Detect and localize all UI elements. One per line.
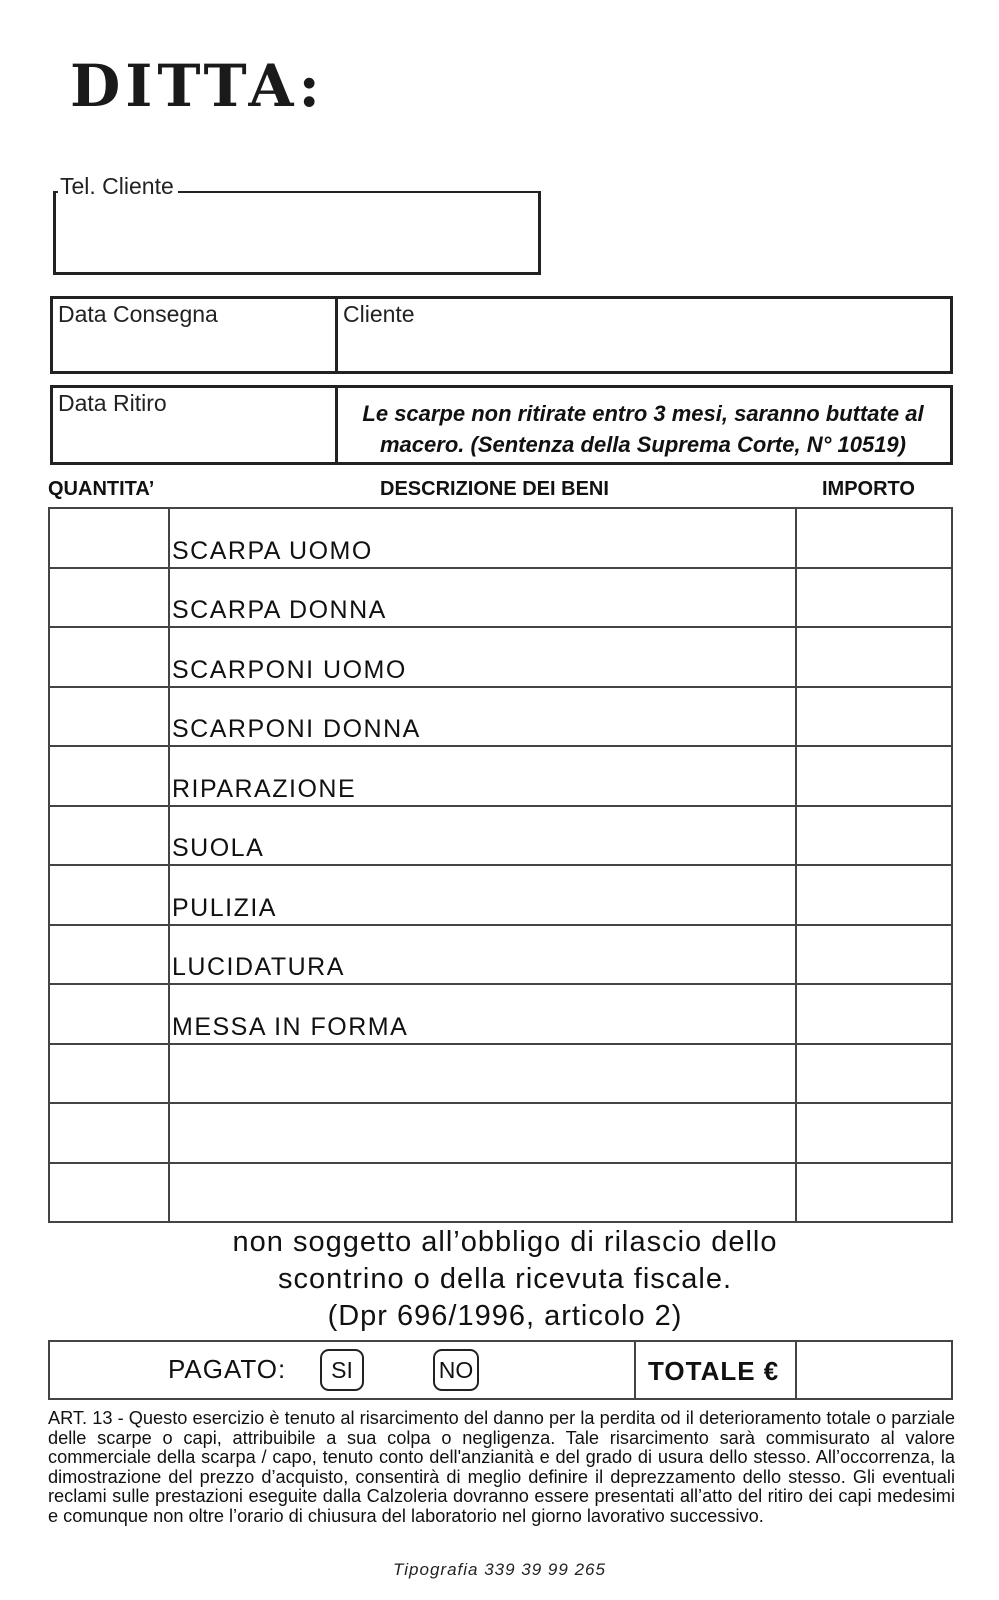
column-divider <box>634 1342 636 1398</box>
table-row[interactable] <box>50 688 951 748</box>
quantita-header: QUANTITA’ <box>48 478 155 500</box>
table-row[interactable] <box>50 747 951 807</box>
company-title: DITTA: <box>70 52 325 120</box>
table-row[interactable] <box>50 1104 951 1164</box>
descrizione-header: DESCRIZIONE DEI BENI <box>380 478 609 500</box>
table-row[interactable] <box>50 1045 951 1105</box>
cliente-label: Cliente <box>343 301 415 327</box>
item-description: SUOLA <box>172 834 265 862</box>
data-consegna-label: Data Consegna <box>58 301 218 327</box>
item-description: SCARPONI DONNA <box>172 715 421 743</box>
items-table <box>48 507 953 1223</box>
si-checkbox[interactable]: SI <box>320 1349 364 1391</box>
fiscal-note-line: scontrino o della ricevuta fiscale. <box>277 1263 733 1295</box>
table-row[interactable] <box>50 569 951 629</box>
data-ritiro-field[interactable] <box>50 385 338 465</box>
column-divider <box>168 509 170 1221</box>
payment-row <box>48 1340 953 1400</box>
item-description: LUCIDATURA <box>172 953 345 981</box>
table-row[interactable] <box>50 807 951 867</box>
fiscal-note <box>120 1224 890 1335</box>
data-consegna-field[interactable] <box>50 296 338 374</box>
pagato-label: PAGATO: <box>168 1354 287 1384</box>
item-description: RIPARAZIONE <box>172 774 357 803</box>
table-row[interactable] <box>50 926 951 986</box>
cliente-field[interactable] <box>335 296 953 374</box>
table-row[interactable] <box>50 866 951 926</box>
totale-label: TOTALE € <box>648 1356 780 1386</box>
column-divider <box>795 509 797 1221</box>
item-description: SCARPONI UOMO <box>172 655 407 684</box>
no-checkbox[interactable]: NO <box>433 1349 479 1391</box>
fiscal-note-line: non soggetto all’obbligo di rilascio dello <box>232 1226 778 1258</box>
column-divider <box>795 1342 797 1398</box>
item-description: SCARPA UOMO <box>172 536 373 565</box>
item-description: SCARPA DONNA <box>172 596 387 624</box>
table-row[interactable] <box>50 985 951 1045</box>
legal-text: ART. 13 - Questo esercizio è tenuto al risarcimento del danno per la perdita od il deterioramento totale o parziale delle scarpe o capi, attribuibile a sua colpa o negligenza. Tale risarcimento sarà commisurato al valore commerciale della scarpa / capo, tenuto conto dell'anzianità e del grado di usura dello stesso. All’occorrenza, la dimostrazione del prezzo d’acquisto, consentirà di meglio definire il deprezzamento dello stesso. Gli eventuali reclami sulle prestazioni eseguite dalla Calzoleria dovranno essere presentati all’atto del ritiro dei capi medesimi e comunque non oltre l’orario di chiusura del laboratorio nel giorno lavorativo successivo. <box>48 1408 955 1526</box>
table-row[interactable] <box>50 1164 951 1224</box>
tel-cliente-label: Tel. Cliente <box>58 173 178 200</box>
printer-footer: Tipografia 339 39 99 265 <box>393 1560 606 1579</box>
item-description: PULIZIA <box>172 893 277 922</box>
table-row[interactable] <box>50 509 951 569</box>
importo-header: IMPORTO <box>822 478 915 500</box>
tel-cliente-field[interactable] <box>53 191 541 275</box>
fiscal-note-line: (Dpr 696/1996, articolo 2) <box>327 1300 683 1332</box>
item-description: MESSA IN FORMA <box>172 1012 409 1041</box>
data-ritiro-label: Data Ritiro <box>58 390 167 416</box>
table-row[interactable] <box>50 628 951 688</box>
notice-text: Le scarpe non ritirate entro 3 mesi, saranno buttate al macero. (Sentenza della Suprema Corte, N° 10519) <box>362 401 924 457</box>
